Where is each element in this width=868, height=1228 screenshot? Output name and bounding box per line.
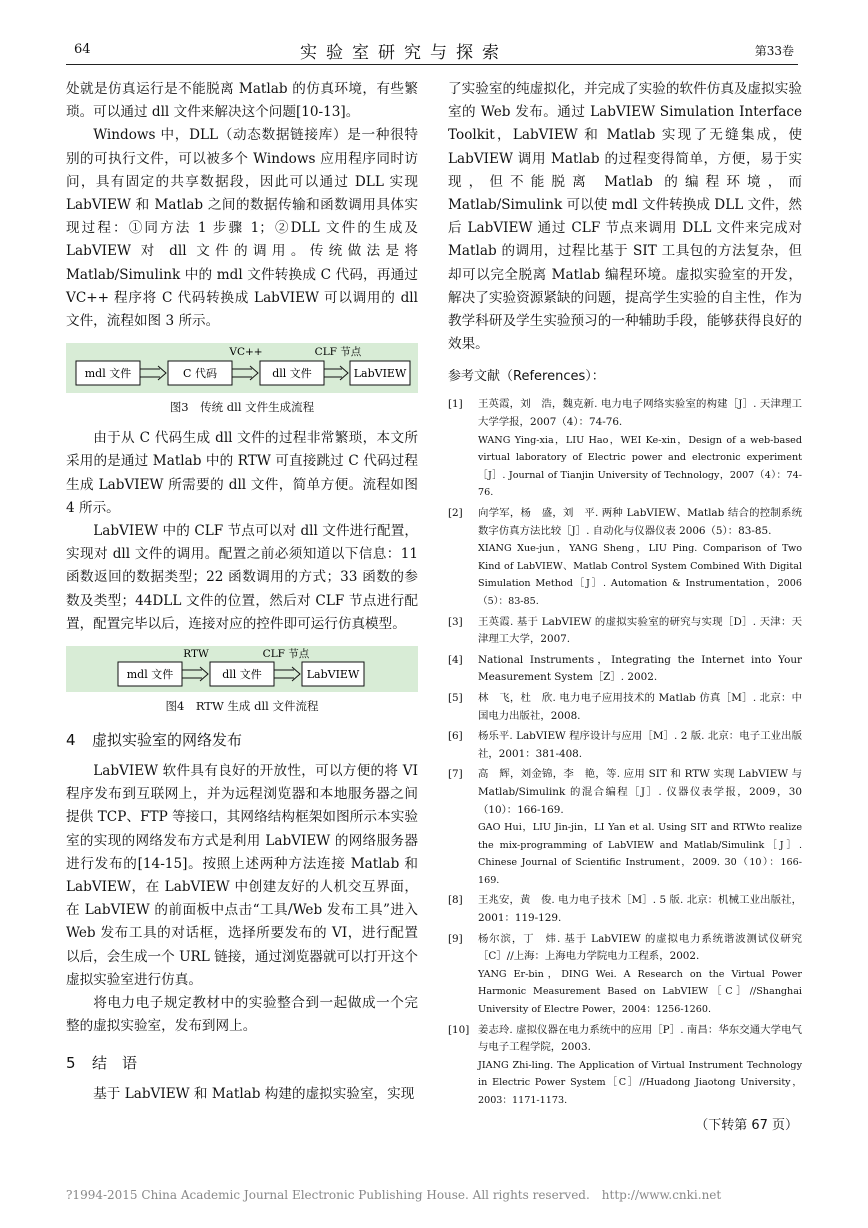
reference-item: [448, 1022, 802, 1110]
reference-body: [478, 690, 802, 725]
reference-item: [448, 396, 802, 502]
section-heading: [66, 1051, 418, 1075]
references-heading: 参考文献（References）：: [448, 369, 605, 385]
flow-box-label: dll 文件: [272, 367, 312, 381]
figure-4: [66, 646, 418, 692]
reference-number: [4]: [448, 653, 463, 666]
volume-label: 第33卷: [754, 44, 794, 58]
reference-number: [7]: [448, 768, 463, 781]
reference-text: 高 辉，刘金锦，李 艳，等. 应用 SIT 和 RTW 实现 LabVIEW 与 Matlab/Simulink 的混合编程［J］. 仪器仪表学报，2009，30（10）：166-169.: [478, 768, 802, 816]
reference-number: [9]: [448, 932, 463, 945]
section-number: 5: [66, 1053, 76, 1072]
reference-body: [478, 728, 802, 763]
reference-text-english: YANG Er-bin，DING Wei. A Research on the Virtual Power Harmonic Measurement Based on LabVIEW［C］//Shanghai University of Electre Power，2004：1256-1260.: [478, 968, 802, 1016]
figure-caption: 图4 RTW 生成 dll 文件流程: [165, 699, 319, 714]
reference-body: [478, 892, 802, 927]
journal-title: 实验室研究与探索: [300, 43, 508, 63]
flow-box-label: C 代码: [183, 367, 217, 381]
reference-item: [448, 728, 802, 763]
flow-box-label: mdl 文件: [126, 668, 174, 682]
reference-number: [8]: [448, 894, 463, 907]
reference-text: 姜志玲. 虚拟仪器在电力系统中的应用［P］. 南昌：华东交通大学电气与电子工程学院，2003.: [478, 1023, 802, 1054]
section-title: 结 语: [92, 1053, 138, 1072]
reference-number: [3]: [448, 615, 463, 628]
reference-item: [448, 892, 802, 927]
reference-body: [478, 931, 802, 1019]
right-column: [448, 78, 802, 1137]
reference-number: [1]: [448, 398, 463, 411]
paragraph: Windows 中，DLL（动态数据链接库）是一种很特别的可执行文件，可以被多个 Windows 应用程序同时访问，具有固定的共享数据段，因此可以通过 DLL 实现 LabVIEW 和 Matlab 之间的数据传输和函数调用具体实现过程：①同方法 1 步骤 1；②DLL 文件的生成及 LabVIEW 对 dll 文件的调用。传统做法是将 Matlab/Simulink 中的 mdl 文件转换成 C 代码，再通过 VC++ 程序将 C 代码转换成 LabVIEW 可以调用的 dll 文件，流程如图 3 所示。: [66, 127, 418, 330]
header-rule: [66, 64, 798, 65]
reference-body: [478, 396, 802, 502]
reference-item: [448, 690, 802, 725]
reference-item: [448, 931, 802, 1019]
flowchart-4: [66, 646, 418, 692]
paragraph: 由于从 C 代码生成 dll 文件的过程非常繁琐，本文所采用的是通过 Matlab 中的 RTW 可直接跳过 C 代码过程生成 LabVIEW 所需要的 dll 文件，简单方便。流程如图 4 所示。: [66, 430, 418, 516]
section-title: 虚拟实验室的网络发布: [92, 731, 243, 750]
reference-text-english: WANG Ying-xia，LIU Hao，WEI Ke-xin，Design of a web-based virtual laboratory of Electric power and electronic experiment［J］. Journal of Tianjin University of Technology，2007（4）：74-76.: [478, 434, 802, 499]
reference-text: 林 飞，杜 欣. 电力电子应用技术的 Matlab 仿真［M］. 北京：中国电力出版社，2008.: [478, 691, 802, 722]
paragraph: 了实验室的纯虚拟化，并完成了实验的软件仿真及虚拟实验室的 Web 发布。通过 LabVIEW Simulation Interface Toolkit，LabVIEW 和 Matlab 实现了无缝集成，使 LabVIEW 调用 Matlab 的过程变得简单，方便，易于实现，但不能脱离 Matlab 的编程环境，而 Matlab/Simulink 可以使 mdl 文件转换成 DLL 文件，然后 LabVIEW 通过 CLF 节点来调用 DLL 文件来完成对 Matlab 的调用，过程比基于 SIT 工具包的方法复杂，但却可以完全脱离 Matlab 编程环境。虚拟实验室的开发，解决了实验资源紧缺的问题，提高学生实验的自主性，作为教学科研及学生实验预习的一种辅助手段，能够获得良好的效果。: [448, 81, 802, 353]
left-column: [66, 78, 418, 1106]
flowchart-3: [66, 343, 418, 393]
reference-item: [448, 766, 802, 889]
reference-number: [6]: [448, 730, 463, 743]
reference-list: [448, 396, 802, 1109]
copyright-footer: ?1994-2015 China Academic Journal Electronic Publishing House. All rights reserved. http://www.cnki.net: [66, 1188, 722, 1202]
flow-edge-label: RTW: [183, 648, 209, 661]
paragraph: 将电力电子规定教材中的实验整合到一起做成一个完整的虚拟实验室，发布到网上。: [66, 995, 418, 1035]
reference-item: [448, 505, 802, 611]
reference-item: [448, 652, 802, 687]
reference-text: 杨乐平. LabVIEW 程序设计与应用［M］. 2 版. 北京：电子工业出版社，2001：381-408.: [478, 730, 802, 760]
reference-text: 杨尔滨，丁 炜. 基于 LabVIEW 的虚拟电力系统谐波测试仪研究［C］//上海：上海电力学院电力工程系，2002.: [478, 932, 802, 963]
reference-body: [478, 766, 802, 889]
reference-text: 王英霞，刘 浩，魏克新. 电力电子网络实验室的构建［J］. 天津理工大学学报，2007（4）：74-76.: [478, 398, 802, 429]
reference-body: [478, 614, 802, 649]
reference-body: [478, 1022, 802, 1110]
reference-number: [10]: [448, 1023, 470, 1036]
paragraph: LabVIEW 中的 CLF 节点可以对 dll 文件进行配置，实现对 dll 文件的调用。配置之前必须知道以下信息：11 函数返回的数据类型；22 函数调用的方式；33 函数的参数及类型；44DLL 文件的位置，然后对 CLF 节点进行配置，配置完毕以后，连接对应的控件即可运行仿真模型。: [66, 523, 418, 632]
reference-item: [448, 614, 802, 649]
flow-edge-label: VC++: [229, 346, 263, 359]
reference-text-english: XIANG Xue-jun，YANG Sheng，LIU Ping. Comparison of Two Kind of LabVIEW、Matlab Control System Combined With Digital Simulation Method［J］. Automation & Instrumentation，2006（5）：83-85.: [478, 543, 802, 607]
flow-box-label: LabVIEW: [353, 367, 407, 381]
reference-body: [478, 652, 802, 687]
reference-text: 王兆安，黄 俊. 电力电子技术［M］. 5 版. 北京：机械工业出版社，2001：119-129.: [478, 894, 802, 925]
reference-text-english: JIANG Zhi-ling. The Application of Virtual Instrument Technology in Electric Power System［C］//Huadong Jiaotong University，2003：1171-1173.: [478, 1059, 802, 1106]
continued-note: （下转第 67 页）: [695, 1117, 798, 1133]
page-number: 64: [74, 42, 91, 57]
flow-box-label: dll 文件: [222, 668, 262, 682]
section-heading: [66, 728, 418, 752]
flow-edge-label: CLF 节点: [262, 648, 310, 661]
paragraph: LabVIEW 软件具有良好的开放性，可以方便的将 VI 程序发布到互联网上，并为远程浏览器和本地服务器之间提供 TCP、FTP 等接口，其网络结构框架如图所示本实验室的实现的网络发布方式是利用 LabVIEW 的网络服务器进行发布的[14-15]。按照上述两种方法连接 Matlab 和 LabVIEW，在 LabVIEW 中创建友好的人机交互界面，在 LabVIEW 的前面板中点击“工具/Web 发布工具”进入 Web 发布工具的对话框，选择所要发布的 VI，进行配置以后，会生成一个 URL 链接，通过浏览器就可以打开这个虚拟实验室进行仿真。: [66, 763, 419, 988]
reference-text: National Instruments，Integrating the Internet into Your Measurement System［Z］. 2002.: [478, 653, 802, 684]
reference-text-english: GAO Hui，LIU Jin-jin，LI Yan et al. Using SIT and RTWto realize the mix-programming of LabVIEW and Matlab/Simulink［J］. Chinese Journal of Scientific Instrument，2009. 30（10）：166-169.: [478, 822, 802, 886]
reference-number: [2]: [448, 507, 463, 519]
reference-body: [478, 505, 802, 611]
reference-number: [5]: [448, 691, 463, 704]
paragraph: 基于 LabVIEW 和 Matlab 构建的虚拟实验室，实现: [93, 1085, 415, 1102]
reference-text: 向学军，杨 盛，刘 平. 两种 LabVIEW、Matlab 结合的控制系统数字仿真方法比较［J］. 自动化与仪器仪表 2006（5）：83-85.: [478, 507, 802, 537]
figure-caption: 图3 传统 dll 文件生成流程: [169, 400, 315, 415]
paragraph: 处就是仿真运行是不能脱离 Matlab 的仿真环境，有些繁琐。可以通过 dll 文件来解决这个问题[10-13]。: [66, 81, 418, 121]
flow-box-label: mdl 文件: [84, 367, 132, 381]
reference-text: 王英霞. 基于 LabVIEW 的虚拟实验室的研究与实现［D］. 天津：天津理工大学，2007.: [478, 615, 802, 646]
flow-box-label: LabVIEW: [306, 668, 360, 682]
figure-3: [66, 343, 418, 393]
section-number: 4: [66, 731, 76, 750]
flow-edge-label: CLF 节点: [314, 346, 362, 359]
